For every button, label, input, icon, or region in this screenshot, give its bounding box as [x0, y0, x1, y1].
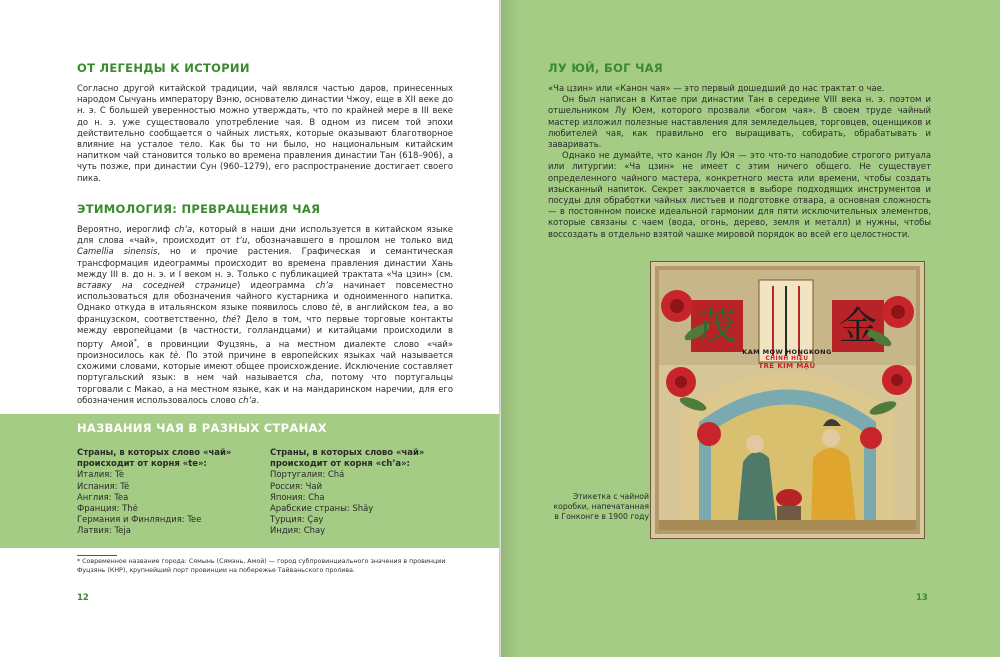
tea-label-artwork	[651, 262, 924, 538]
footnote: * Современное название города: Сямынь (Сямэнь, Амой) — город субпровинциального значения в провинции Фуцзянь (КНР), крупнейший порт провинции на побережье Тайваньского пролива.	[77, 558, 446, 574]
label-char-left: 茂	[697, 304, 736, 348]
country-entry: Франция: Thé	[77, 503, 138, 514]
country-entry: Россия: Чай	[270, 480, 323, 491]
country-entry: Индия: Chay	[270, 525, 326, 536]
page-number-right: 13	[916, 593, 928, 603]
lu-yu-paragraph-2: Он был написан в Китае при династии Тан в середине VIII века н. э. поэтом и отшельником Лу Юем, которого прозвали «богом чая». В своем труде чайный мастер изложил полезные наставления для земледельцев, торговцев, оценщиков и любителей чая, как правильно его выращивать, собирать, обрабатывать и заваривать.	[548, 94, 931, 150]
cha-root-column	[270, 447, 450, 537]
etymology-paragraph: Вероятно, иероглиф ch’a, который в наши дни используется в китайском языке для слова «чай», происходит от t’u, обозначавшего в прошлом не только вид Camellia sinensis, но и прочие растения. Графическая и семантическая трансформация идеограммы происходит во времена правления династии Хань между III в. до н. э. и I веком н. э. Только с публикацией трактата «Ча цзин» (см. вставку на соседней странице) идеограмма ch’a начинает повсеместно использоваться для обозначения чайного кустарника и одноименного напитка. Однако откуда в итальянском языке появилось слово tè, в английском tea, а во французском, соответственно, thé? Дело в том, что первые торговые контакты между европейцами (в частности, голландцами) и китайцами происходили в порту Амой*, в провинции Фуцзянь, а на местном диалекте слово «чай» произносилось как tè. По этой причине в европейских языках чай называется схожими словами, которые имеют общее происхождение. Исключение составляет португальский язык: в нем чай называется cha, потому что португальцы торговали с Макао, а на местном языке, как и на мандаринском наречии, для его обозначения использовалось слово ch’a.	[77, 224, 453, 405]
section-title-lu-yu: ЛУ ЮЙ, БОГ ЧАЯ	[548, 61, 664, 75]
lu-yu-text	[548, 83, 931, 240]
history-paragraph: Согласно другой китайской традиции, чай являлся частью даров, принесенных народом Сычуань императору Вэню, основателю династии Чжоу, еще в XII веке до н. э. С большей уверенностью можно утверждать, что по крайней мере в III веке до н. э. уже существовало употребление чая. В одном из писем той эпохи действительно сообщается о чайных листьях, которые оказывают благотворное влияние на усталое тело. Как бы то ни было, но национальным китайским напитком чай становится только во времена правления династии Тан (618–906), а чуть позже, при династии Сун (960–1279), его распространение достигает своего пика.	[77, 83, 453, 183]
history-text	[77, 83, 453, 184]
country-entry: Германия и Финляндия: Tee	[77, 514, 202, 525]
te-root-column	[77, 447, 257, 537]
label-brand-lines	[703, 348, 871, 370]
section-title-history: ОТ ЛЕГЕНДЫ К ИСТОРИИ	[77, 61, 250, 75]
lu-yu-paragraph-3: Однако не думайте, что канон Лу Юя — это что-то наподобие строгого ритуала или литургии: «Ча цзин» не имеет с этим ничего общего. Не существует определенного чайного мастера, конкретного места или времени, чтобы создать изысканный напиток. Секрет заключается в выборе подходящих инструментов и посуды для обработки чайных листьев и подготовке отвара, а основная сложность — в постоянном поиске идеальной гармонии для пяти исключительных элементов, которые связаны с чаем (вода, огонь, дерево, земля и металл) и нужны, чтобы воссоздать в отдельно взятой чашке мировой порядок во всей его целостности.	[548, 150, 931, 239]
left-page	[0, 0, 499, 657]
right-page	[501, 0, 1000, 657]
country-entry: Италия: Tè	[77, 469, 125, 480]
country-entry: Португалия: Chá	[270, 469, 345, 480]
page-number-left: 12	[77, 593, 89, 603]
country-entry: Турция: Çay	[270, 514, 324, 525]
tea-box-label-illustration	[651, 262, 924, 538]
tea-names-box	[0, 414, 499, 548]
te-root-header: Страны, в которых слово «чай» происходит от корня «te»:	[77, 447, 232, 469]
footnote-rule	[77, 555, 117, 556]
label-brand-en: KAM MOW HONGKONG	[742, 348, 832, 356]
etymology-text	[77, 224, 453, 406]
country-entry: Англия: Tea	[77, 491, 129, 502]
tea-names-title: НАЗВАНИЯ ЧАЯ В РАЗНЫХ СТРАНАХ	[77, 421, 327, 435]
label-brand-vn: TRÈ KIM MẬU	[758, 362, 816, 370]
country-entry: Латвия: Teja	[77, 525, 131, 536]
cha-root-header: Страны, в которых слово «чай» происходит от корня «ch’a»:	[270, 447, 425, 469]
footnote-marker: *	[133, 338, 137, 346]
country-entry: Япония: Cha	[270, 491, 325, 502]
illustration-caption: Этикетка с чайной коробки, напечатанная в Гонконге в 1900 году	[553, 492, 649, 521]
lu-yu-paragraph-1: «Ча цзин» или «Канон чая» — это первый дошедший до нас трактат о чае.	[548, 83, 885, 93]
label-brand-vn-small: CHÍNH HIỆU	[765, 356, 809, 362]
label-char-right: 金	[838, 304, 877, 348]
section-title-etymology: ЭТИМОЛОГИЯ: ПРЕВРАЩЕНИЯ ЧАЯ	[77, 202, 321, 216]
country-entry: Арабские страны: Shây	[270, 503, 374, 514]
country-entry: Испания: Té	[77, 480, 130, 491]
